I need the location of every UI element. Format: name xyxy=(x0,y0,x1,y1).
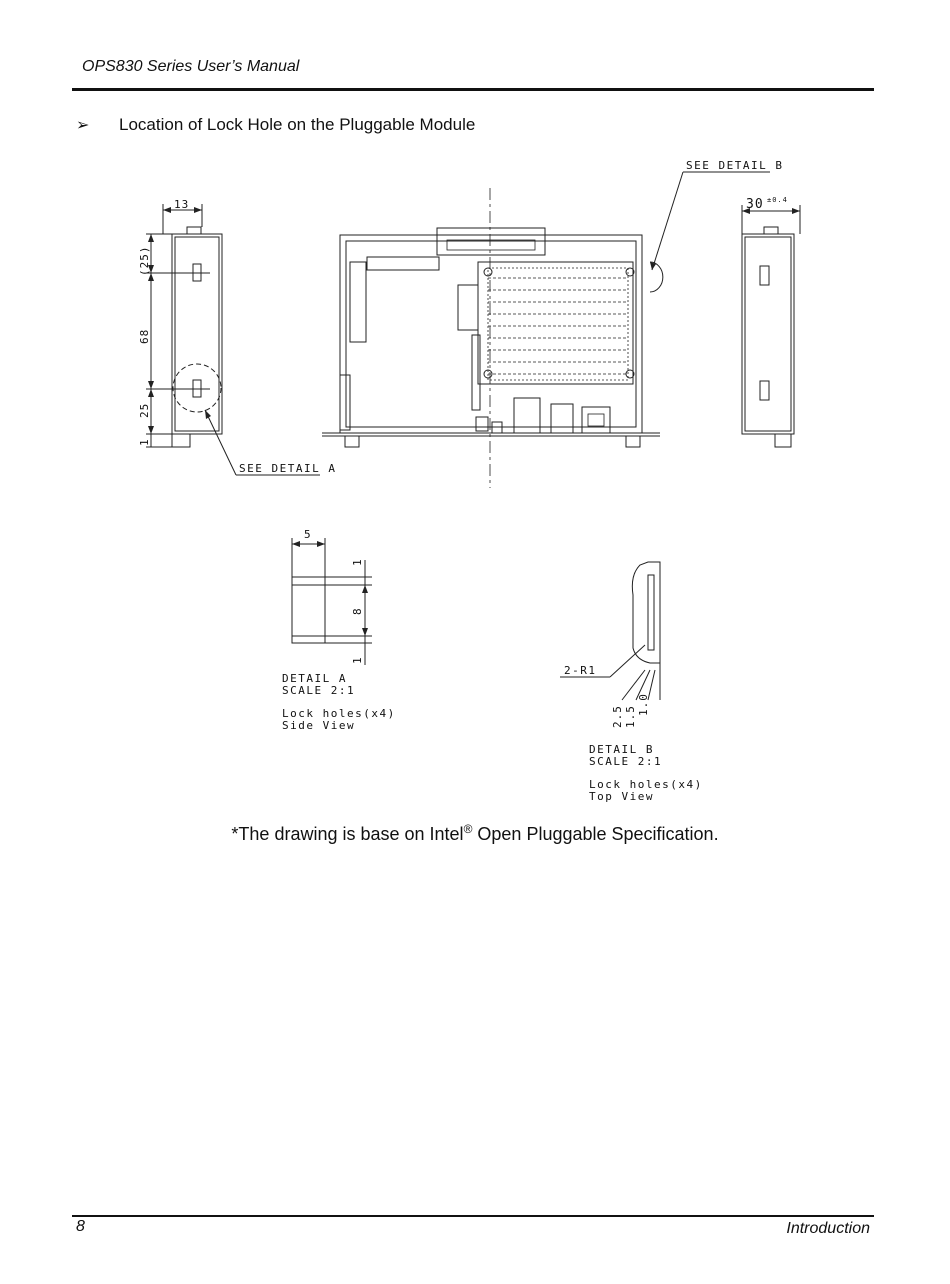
detail-a-dim-1-bottom-label: 1 xyxy=(351,656,364,664)
page-number: 8 xyxy=(76,1218,85,1235)
dim-1-label: 1 xyxy=(138,438,151,446)
detail-a-dim-8-label: 8 xyxy=(351,607,364,615)
caption-text-start: *The drawing is base on Intel xyxy=(231,824,464,844)
registered-mark: ® xyxy=(463,822,473,836)
dim-68-label: 68 xyxy=(138,328,151,344)
detail-b-dim-1-0-label: 1.0 xyxy=(637,693,650,716)
detail-a-dim-1-top-label: 1 xyxy=(351,558,364,566)
dim-25-label: 25 xyxy=(138,402,151,418)
detail-b-dim-2-5-label: 2.5 xyxy=(611,705,624,728)
detail-b-view xyxy=(560,562,660,700)
caption-text-end: Open Pluggable Specification. xyxy=(472,824,719,844)
detail-a-note-lock-holes: Lock holes(x4) xyxy=(282,707,396,720)
dim-30-label: 30 xyxy=(746,197,764,212)
left-side-view xyxy=(146,204,320,475)
detail-b-scale: SCALE 2:1 xyxy=(589,755,663,768)
detail-b-note-view: Top View xyxy=(589,790,654,803)
see-detail-b-label: SEE DETAIL B xyxy=(686,159,784,172)
drawing-caption xyxy=(0,822,950,845)
detail-a-title: DETAIL A xyxy=(282,672,347,685)
bullet-arrow-icon: ➢ xyxy=(76,117,90,134)
right-side-view xyxy=(742,205,800,447)
detail-a-note-view: Side View xyxy=(282,719,356,732)
dim-25-paren-label: (25) xyxy=(138,245,151,276)
header-title: OPS830 Series User’s Manual xyxy=(82,58,300,75)
footer-section-name: Introduction xyxy=(786,1220,870,1237)
detail-a-scale: SCALE 2:1 xyxy=(282,684,356,697)
detail-b-note-lock-holes: Lock holes(x4) xyxy=(589,778,703,791)
section-title: Location of Lock Hole on the Pluggable Module xyxy=(119,115,476,134)
detail-b-title: DETAIL B xyxy=(589,743,654,756)
front-view xyxy=(322,172,770,488)
dim-30-tolerance-label: ±0.4 xyxy=(767,196,788,204)
detail-a-view xyxy=(292,538,372,665)
detail-a-dim-5-label: 5 xyxy=(304,528,312,541)
dim-13-label: 13 xyxy=(174,198,190,211)
see-detail-a-label: SEE DETAIL A xyxy=(239,462,337,475)
detail-b-radius-label: 2-R1 xyxy=(564,664,597,677)
footer-divider xyxy=(72,1215,874,1217)
detail-b-dim-1-5-label: 1.5 xyxy=(624,705,637,728)
